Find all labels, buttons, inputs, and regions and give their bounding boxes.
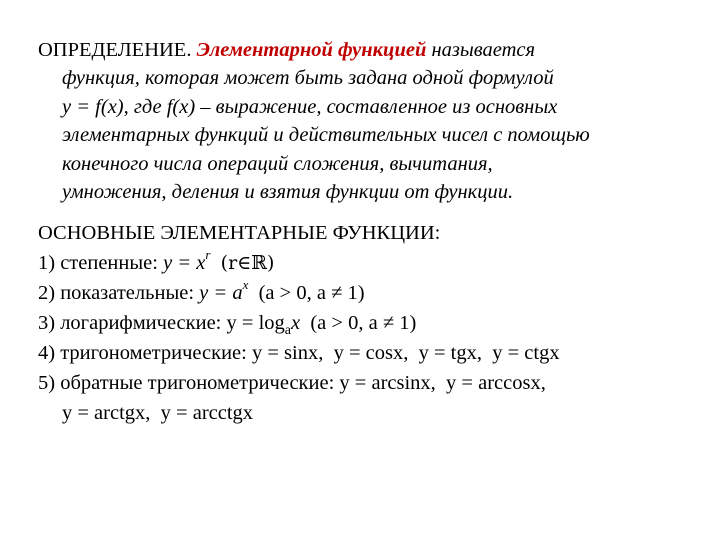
item-formula: $y = a^x$: [199, 277, 249, 304]
definition-line-1: [38, 36, 682, 64]
definition-line-3: [38, 93, 682, 121]
functions-list: [38, 218, 688, 428]
word: числа: [153, 152, 203, 175]
item-formulas: y = arcsinx, y = arccosx,: [339, 372, 546, 394]
item-number: 3): [38, 312, 56, 334]
definition-formula: y = f(x), где: [62, 95, 162, 118]
list-item-power: [38, 248, 688, 278]
item-formula: $y = \log_ax$: [226, 312, 301, 339]
list-item-inverse-trigonometric-cont: [38, 398, 688, 428]
list-item-exponential: [38, 278, 688, 308]
item-name: тригонометрические:: [60, 342, 247, 364]
item-name: логарифмические:: [60, 312, 222, 334]
definition-line-6: умножения, деления и взятия функции от функции.: [62, 181, 514, 204]
definition-label: ОПРЕДЕЛЕНИЕ.: [38, 39, 192, 61]
list-item-trigonometric: [38, 338, 688, 368]
term-function: функцией: [338, 39, 427, 61]
list-item-logarithmic: [38, 308, 688, 338]
item-formula: $y = x^r$: [163, 247, 211, 274]
exponent: r: [205, 247, 211, 263]
definition-line-4: элементарных функций и действительных чисел с помощью: [62, 124, 590, 147]
definition-block: [38, 36, 682, 206]
word: сложения,: [293, 152, 385, 175]
log-base: a: [284, 323, 291, 339]
item-condition: (a > 0, a ≠ 1): [310, 312, 417, 334]
item-number: 4): [38, 342, 56, 364]
item-number: 2): [38, 282, 56, 304]
definition-line-3-rest: f(x) – выражение, составленное из основных: [166, 95, 558, 118]
term-elementary: Элементарной: [196, 39, 333, 61]
definition-line-2: функция, которая может быть задана одной формулой: [62, 67, 554, 90]
item-name: обратные тригонометрические:: [60, 372, 335, 394]
list-item-inverse-trigonometric: [38, 368, 688, 398]
item-number: 1): [38, 252, 56, 274]
item-condition: (a > 0, a ≠ 1): [258, 282, 365, 304]
word: конечного: [62, 152, 149, 175]
exponent: x: [242, 277, 249, 293]
item-formulas: y = sinx, y = cosx, y = tgx, y = ctgx: [251, 342, 560, 364]
item-number: 5): [38, 372, 56, 394]
item-name: степенные:: [60, 252, 158, 274]
definition-line-5: [38, 150, 682, 178]
functions-heading: ОСНОВНЫЕ ЭЛЕМЕНТАРНЫЕ ФУНКЦИИ:: [38, 222, 441, 244]
item-name: показательные:: [60, 282, 195, 304]
word: операций: [207, 152, 289, 175]
word-is-called: называется: [431, 39, 536, 61]
item-condition: (r∈ℝ): [220, 252, 275, 274]
item-formulas: y = arctgx, y = arcctgx: [62, 402, 254, 424]
word: вычитания,: [389, 152, 493, 175]
